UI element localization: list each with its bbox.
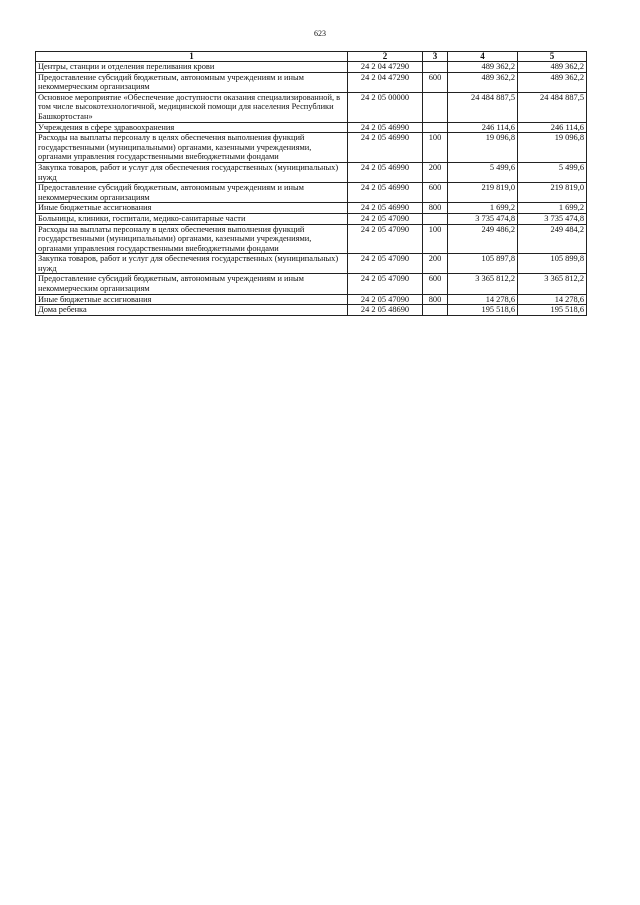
row-amount-1-cell: 1 699,2	[448, 203, 518, 214]
row-name-cell: Основное мероприятие «Обеспечение доступности оказания специализированной, в том числе высокотехнологичной, медицинской помощи для населения Республики Башкортостан»	[36, 92, 348, 122]
row-amount-2-cell: 489 362,2	[518, 72, 587, 92]
table-row	[36, 294, 587, 305]
row-amount-2-cell: 1 699,2	[518, 203, 587, 214]
row-amount-1-cell: 249 486,2	[448, 224, 518, 254]
table-row	[36, 133, 587, 163]
row-amount-1-cell: 105 897,8	[448, 254, 518, 274]
row-code-cell: 24 2 05 47090	[348, 294, 423, 305]
row-amount-1-cell: 246 114,6	[448, 122, 518, 133]
row-type-cell: 600	[423, 183, 448, 203]
row-code-cell: 24 2 05 00000	[348, 92, 423, 122]
row-type-cell: 800	[423, 294, 448, 305]
row-type-cell: 600	[423, 274, 448, 294]
row-amount-2-cell: 3 735 474,8	[518, 213, 587, 224]
row-type-cell	[423, 305, 448, 316]
table-row	[36, 72, 587, 92]
row-amount-1-cell: 14 278,6	[448, 294, 518, 305]
row-code-cell: 24 2 05 46990	[348, 162, 423, 182]
row-amount-2-cell: 14 278,6	[518, 294, 587, 305]
row-type-cell: 800	[423, 203, 448, 214]
table-row	[36, 183, 587, 203]
row-type-cell	[423, 122, 448, 133]
row-code-cell: 24 2 05 46990	[348, 133, 423, 163]
row-amount-1-cell: 19 096,8	[448, 133, 518, 163]
row-amount-2-cell: 24 484 887,5	[518, 92, 587, 122]
budget-table	[35, 51, 587, 316]
row-code-cell: 24 2 04 47290	[348, 62, 423, 73]
row-amount-1-cell: 195 518,6	[448, 305, 518, 316]
row-type-cell: 200	[423, 254, 448, 274]
row-amount-1-cell: 489 362,2	[448, 62, 518, 73]
row-amount-1-cell: 24 484 887,5	[448, 92, 518, 122]
row-amount-2-cell: 246 114,6	[518, 122, 587, 133]
row-name-cell: Иные бюджетные ассигнования	[36, 203, 348, 214]
table-row	[36, 122, 587, 133]
column-header-amount-2: 5	[518, 52, 587, 62]
row-amount-2-cell: 105 899,8	[518, 254, 587, 274]
row-type-cell	[423, 213, 448, 224]
row-code-cell: 24 2 05 47090	[348, 254, 423, 274]
row-amount-2-cell: 3 365 812,2	[518, 274, 587, 294]
row-code-cell: 24 2 05 47090	[348, 274, 423, 294]
row-amount-2-cell: 195 518,6	[518, 305, 587, 316]
row-amount-2-cell: 249 484,2	[518, 224, 587, 254]
row-code-cell: 24 2 05 47090	[348, 224, 423, 254]
row-type-cell	[423, 92, 448, 122]
row-amount-1-cell: 3 365 812,2	[448, 274, 518, 294]
table-row	[36, 92, 587, 122]
row-name-cell: Учреждения в сфере здравоохранения	[36, 122, 348, 133]
row-name-cell: Предоставление субсидий бюджетным, автономным учреждениям и иным некоммерческим организациям	[36, 72, 348, 92]
row-amount-1-cell: 489 362,2	[448, 72, 518, 92]
table-row	[36, 162, 587, 182]
page-number: 623	[314, 29, 326, 38]
row-name-cell: Иные бюджетные ассигнования	[36, 294, 348, 305]
row-amount-1-cell: 5 499,6	[448, 162, 518, 182]
column-header-amount-1: 4	[448, 52, 518, 62]
row-name-cell: Дома ребенка	[36, 305, 348, 316]
column-header-name: 1	[36, 52, 348, 62]
table-row	[36, 305, 587, 316]
row-name-cell: Предоставление субсидий бюджетным, автономным учреждениям и иным некоммерческим организациям	[36, 274, 348, 294]
table-row	[36, 203, 587, 214]
table-row	[36, 62, 587, 73]
row-name-cell: Закупка товаров, работ и услуг для обеспечения государственных (муниципальных) нужд	[36, 162, 348, 182]
row-amount-1-cell: 219 819,0	[448, 183, 518, 203]
table-header-row	[36, 52, 587, 62]
row-name-cell: Закупка товаров, работ и услуг для обеспечения государственных (муниципальных) нужд	[36, 254, 348, 274]
row-code-cell: 24 2 04 47290	[348, 72, 423, 92]
column-header-code: 2	[348, 52, 423, 62]
row-code-cell: 24 2 05 46990	[348, 183, 423, 203]
row-type-cell: 100	[423, 224, 448, 254]
row-name-cell: Центры, станции и отделения переливания крови	[36, 62, 348, 73]
row-type-cell: 200	[423, 162, 448, 182]
row-name-cell: Больницы, клиники, госпитали, медико-санитарные части	[36, 213, 348, 224]
row-code-cell: 24 2 05 46990	[348, 122, 423, 133]
table-row	[36, 274, 587, 294]
row-amount-2-cell: 5 499,6	[518, 162, 587, 182]
row-amount-1-cell: 3 735 474,8	[448, 213, 518, 224]
row-code-cell: 24 2 05 47090	[348, 213, 423, 224]
row-type-cell	[423, 62, 448, 73]
row-name-cell: Предоставление субсидий бюджетным, автономным учреждениям и иным некоммерческим организациям	[36, 183, 348, 203]
row-name-cell: Расходы на выплаты персоналу в целях обеспечения выполнения функций государственными (муниципальными) органами, казенными учреждениями, органами управления государственными внебюджетными фондами	[36, 133, 348, 163]
row-amount-2-cell: 489 362,2	[518, 62, 587, 73]
row-type-cell: 100	[423, 133, 448, 163]
column-header-type: 3	[423, 52, 448, 62]
row-name-cell: Расходы на выплаты персоналу в целях обеспечения выполнения функций государственными (муниципальными) органами, казенными учреждениями, органами управления государственными внебюджетными фондами	[36, 224, 348, 254]
table-body	[36, 62, 587, 316]
row-code-cell: 24 2 05 48690	[348, 305, 423, 316]
table-row	[36, 213, 587, 224]
row-amount-2-cell: 219 819,0	[518, 183, 587, 203]
row-amount-2-cell: 19 096,8	[518, 133, 587, 163]
table-row	[36, 254, 587, 274]
table-row	[36, 224, 587, 254]
row-code-cell: 24 2 05 46990	[348, 203, 423, 214]
row-type-cell: 600	[423, 72, 448, 92]
